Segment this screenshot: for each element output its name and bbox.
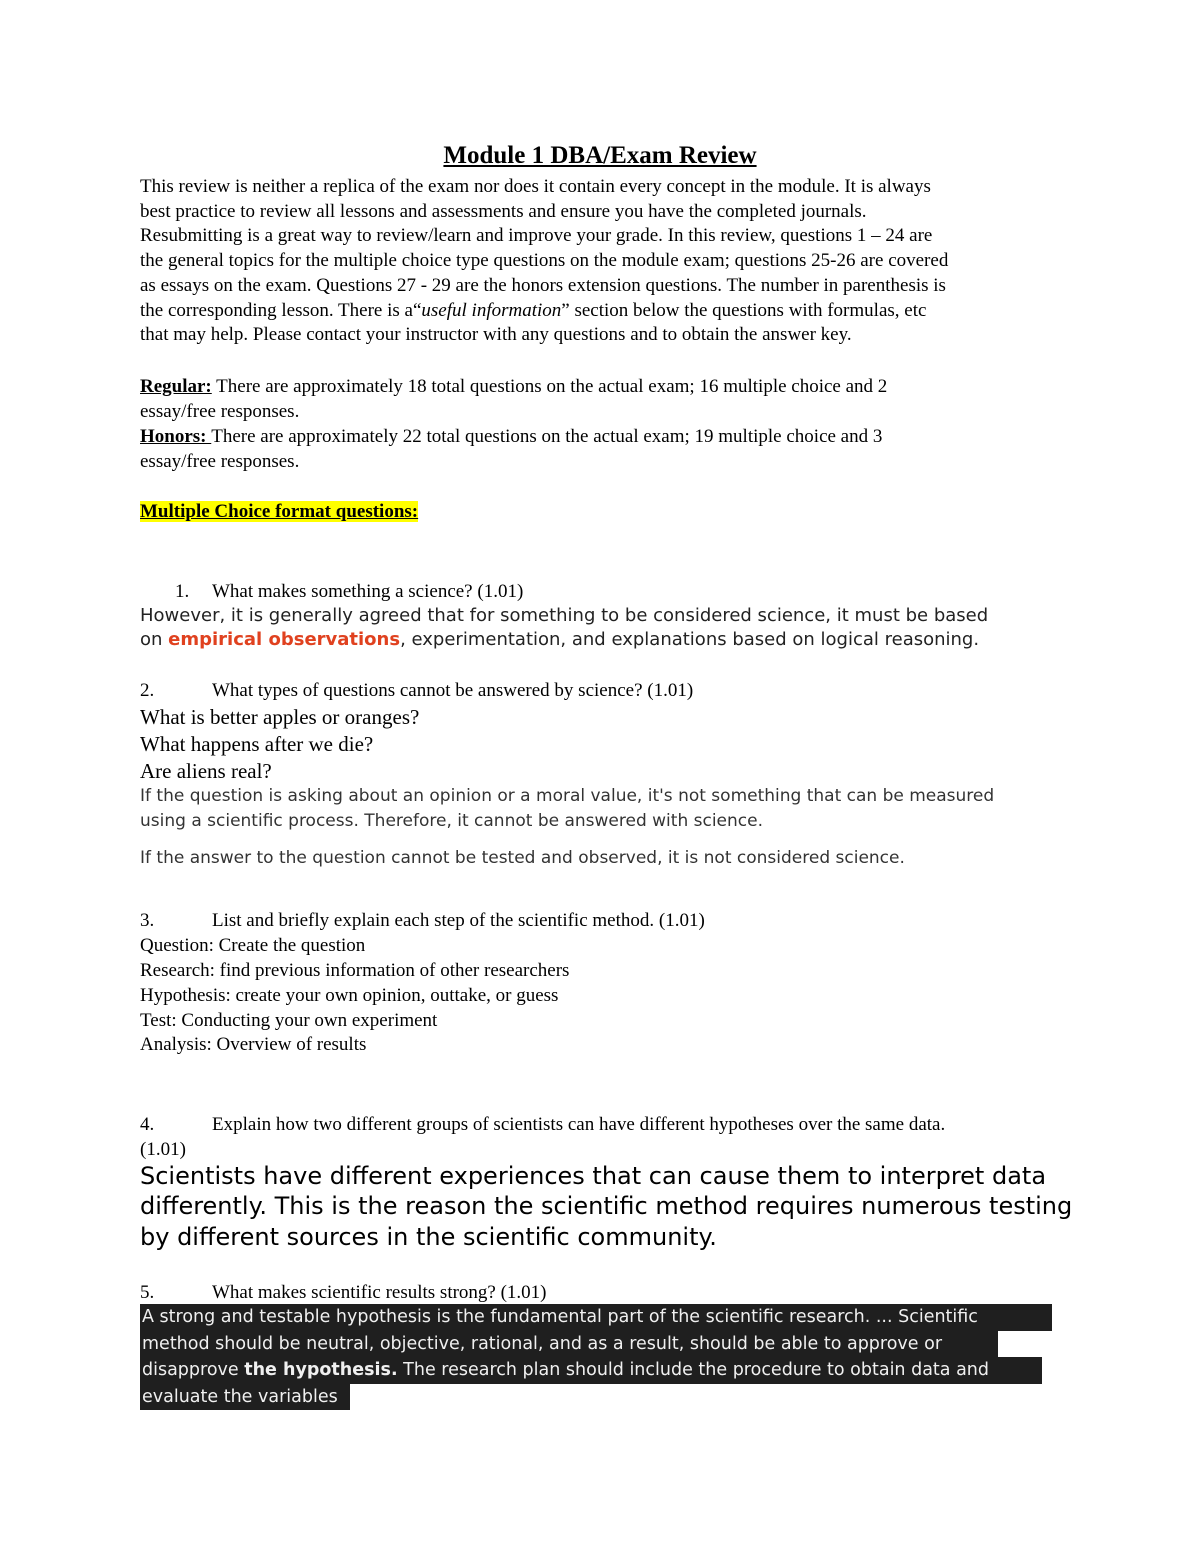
- q2-example: Are aliens real?: [140, 759, 272, 783]
- q5-answer-block: [140, 1304, 1052, 1410]
- q4-answer-line: by different sources in the scientific community.: [140, 1223, 717, 1251]
- q2-example: What is better apples or oranges?: [140, 705, 420, 729]
- q3-step: Analysis: Overview of results: [140, 1034, 367, 1055]
- mc-heading-text: Multiple Choice format questions:: [140, 501, 419, 522]
- intro-line: Resubmitting is a great way to review/learn and improve your grade. In this review, questions 1 – 24 are: [140, 225, 933, 247]
- q3-step: Question: Create the question: [140, 935, 366, 956]
- q3-step: Research: find previous information of other researchers: [140, 960, 570, 981]
- page-title: Module 1 DBA/Exam Review: [443, 142, 757, 169]
- regular-info-cont: essay/free responses.: [140, 401, 300, 422]
- regular-info: [140, 375, 887, 400]
- q2-text: What types of questions cannot be answered by science? (1.01): [212, 680, 694, 701]
- q1-number: 1.: [175, 581, 190, 602]
- q3-number: 3.: [140, 910, 155, 931]
- q1-answer-pre: on: [140, 629, 169, 650]
- useful-info-emphasis: useful information: [421, 299, 562, 321]
- q2-explanation: using a scientific process. Therefore, it cannot be answered with science.: [140, 811, 763, 831]
- q4-answer-line: differently. This is the reason the scientific method requires numerous testing: [140, 1192, 1073, 1220]
- q2-explanation: If the answer to the question cannot be tested and observed, it is not considered science.: [140, 848, 905, 868]
- q5-answer-line: method should be neutral, objective, rational, and as a result, should be able to approve or: [140, 1331, 998, 1358]
- intro-line: best practice to review all lessons and assessments and ensure you have the completed journals.: [140, 200, 867, 222]
- q4-text: Explain how two different groups of scientists can have different hypotheses over the same data.: [212, 1114, 946, 1135]
- mc-heading: [140, 500, 418, 525]
- intro-line: as essays on the exam. Questions 27 - 29 are the honors extension questions. The number in parenthesis is: [140, 274, 946, 296]
- q1-answer-line: [140, 628, 979, 652]
- q5-text: What makes scientific results strong? (1.01): [212, 1282, 547, 1303]
- q1-answer-highlight: empirical observations: [168, 629, 401, 650]
- q2-example: What happens after we die?: [140, 732, 374, 756]
- q1-answer-post: , experimentation, and explanations based on logical reasoning.: [400, 629, 980, 650]
- q5-answer-line: evaluate the variables: [140, 1384, 350, 1411]
- q3-text: List and briefly explain each step of the scientific method. (1.01): [212, 910, 705, 931]
- honors-label: Honors:: [140, 426, 212, 447]
- intro-line: the general topics for the multiple choice type questions on the module exam; questions 25-26 are covered: [140, 250, 949, 272]
- regular-label: Regular:: [140, 376, 212, 397]
- q5-answer-post: The research plan should include the procedure to obtain data and: [397, 1360, 989, 1380]
- q5-answer-pre: disapprove: [142, 1360, 245, 1380]
- q2-explanation: If the question is asking about an opinion or a moral value, it's not something that can be measured: [140, 786, 995, 806]
- q5-answer-line: [140, 1357, 1042, 1384]
- intro-line: that may help. Please contact your instructor with any questions and to obtain the answer key.: [140, 324, 852, 346]
- honors-text: There are approximately 22 total questions on the actual exam; 19 multiple choice and 3: [211, 426, 883, 447]
- q3-step: Test: Conducting your own experiment: [140, 1010, 438, 1031]
- q1-answer-line: However, it is generally agreed that for something to be considered science, it must be based: [140, 605, 989, 626]
- intro-line: This review is neither a replica of the exam nor does it contain every concept in the module. It is always: [140, 176, 931, 197]
- intro-paragraph: [140, 175, 1070, 348]
- q4-text-cont: (1.01): [140, 1139, 186, 1160]
- regular-text: There are approximately 18 total questions on the actual exam; 16 multiple choice and 2: [211, 376, 888, 397]
- q5-answer-line: A strong and testable hypothesis is the fundamental part of the scientific research. ... Scientific: [140, 1304, 1052, 1331]
- intro-text: the corresponding lesson. There is a“: [140, 299, 422, 321]
- q4-answer-line: Scientists have different experiences that can cause them to interpret data: [140, 1162, 1047, 1190]
- q5-answer-bold: the hypothesis.: [244, 1360, 398, 1380]
- intro-text: ” section below the questions with formulas, etc: [561, 299, 927, 321]
- intro-line: [140, 299, 1070, 324]
- q1-text: What makes something a science? (1.01): [212, 581, 524, 602]
- honors-info-cont: essay/free responses.: [140, 451, 300, 472]
- q5-number: 5.: [140, 1282, 155, 1303]
- q4-number: 4.: [140, 1114, 155, 1135]
- q2-number: 2.: [140, 680, 155, 701]
- q3-step: Hypothesis: create your own opinion, outtake, or guess: [140, 985, 559, 1006]
- honors-info: [140, 425, 882, 450]
